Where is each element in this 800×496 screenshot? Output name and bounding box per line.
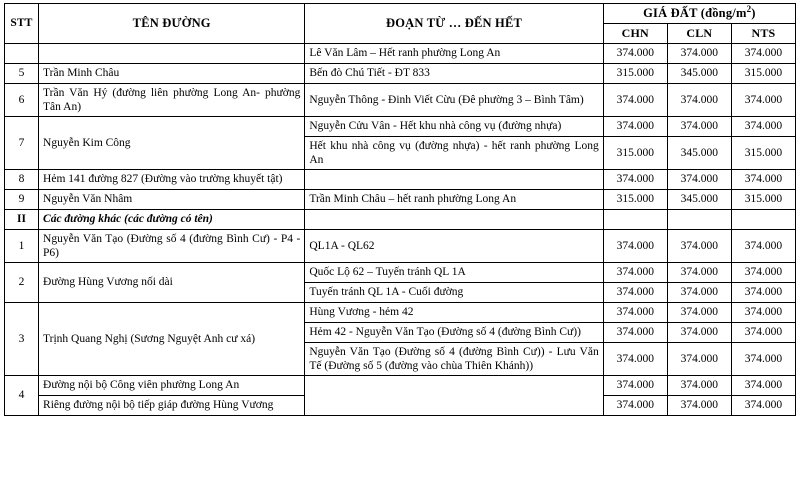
cell-price-chn: 374.000	[603, 229, 667, 262]
table-row	[5, 116, 796, 136]
cell-price-chn: 374.000	[603, 322, 667, 342]
cell-segment: Tuyến tránh QL 1A - Cuối đường	[305, 282, 603, 302]
table-row	[5, 209, 796, 229]
cell-price-nts: 374.000	[731, 262, 795, 282]
cell-price-chn: 374.000	[603, 282, 667, 302]
column-header-chn: CHN	[603, 24, 667, 44]
cell-price-cln: 374.000	[667, 83, 731, 116]
table-body	[5, 43, 796, 415]
cell-street-name: Trịnh Quang Nghị (Sương Nguyệt Anh cư xá)	[39, 302, 305, 375]
table-row	[5, 63, 796, 83]
cell-segment: Trần Minh Châu – hết ranh phường Long An	[305, 189, 603, 209]
cell-price-nts: 315.000	[731, 189, 795, 209]
cell-stt: 2	[5, 262, 39, 302]
cell-stt: 5	[5, 63, 39, 83]
table-row	[5, 83, 796, 116]
table-row	[5, 189, 796, 209]
cell-price-cln: 374.000	[667, 262, 731, 282]
cell-segment: Nguyễn Cửu Vân - Hết khu nhà công vụ (đường nhựa)	[305, 116, 603, 136]
cell-price-chn: 374.000	[603, 376, 667, 396]
land-price-table	[4, 3, 796, 416]
cell-price-cln	[667, 209, 731, 229]
cell-stt: 9	[5, 189, 39, 209]
price-group-superscript: 2	[746, 3, 752, 14]
cell-price-nts: 374.000	[731, 396, 795, 416]
cell-price-nts: 374.000	[731, 302, 795, 322]
cell-price-cln: 374.000	[667, 376, 731, 396]
price-group-label-tail: )	[751, 6, 756, 20]
column-header-nts: NTS	[731, 24, 795, 44]
cell-price-nts: 374.000	[731, 43, 795, 63]
cell-segment: Lê Văn Lâm – Hết ranh phường Long An	[305, 43, 603, 63]
cell-price-chn: 374.000	[603, 43, 667, 63]
cell-price-cln: 345.000	[667, 136, 731, 169]
cell-price-cln: 374.000	[667, 116, 731, 136]
cell-street-name: Nguyễn Văn Nhâm	[39, 189, 305, 209]
table-row	[5, 376, 796, 396]
cell-price-cln: 374.000	[667, 282, 731, 302]
cell-price-cln: 374.000	[667, 322, 731, 342]
cell-price-chn: 374.000	[603, 262, 667, 282]
table-row	[5, 43, 796, 63]
cell-segment: Bến đò Chú Tiết - ĐT 833	[305, 63, 603, 83]
cell-section-title: Các đường khác (các đường có tên)	[39, 209, 305, 229]
cell-stt: 7	[5, 116, 39, 169]
cell-price-chn: 374.000	[603, 302, 667, 322]
cell-price-chn: 374.000	[603, 169, 667, 189]
price-group-label-main: GIÁ ĐẤT (đồng/m	[643, 6, 747, 20]
cell-street-name: Trần Minh Châu	[39, 63, 305, 83]
cell-stt: 4	[5, 376, 39, 416]
cell-segment: Hết khu nhà công vụ (đường nhựa) - hết ranh phường Long An	[305, 136, 603, 169]
cell-price-cln: 345.000	[667, 63, 731, 83]
cell-price-nts: 374.000	[731, 376, 795, 396]
cell-street-name: Nguyễn Kim Công	[39, 116, 305, 169]
cell-price-cln: 374.000	[667, 342, 731, 375]
cell-segment	[305, 209, 603, 229]
cell-stt	[5, 43, 39, 63]
table-row	[5, 169, 796, 189]
cell-street-name: Trần Văn Hý (đường liên phường Long An- phường Tân An)	[39, 83, 305, 116]
cell-stt: II	[5, 209, 39, 229]
column-header-street-name: TÊN ĐƯỜNG	[39, 4, 305, 44]
cell-segment: Nguyễn Văn Tạo (Đường số 4 (đường Bình Cư)) - Lưu Văn Tế (Đường số 5 (đường vào chùa Thiên Khánh))	[305, 342, 603, 375]
table-header	[5, 4, 796, 44]
cell-street-name: Hẻm 141 đường 827 (Đường vào trường khuyết tật)	[39, 169, 305, 189]
cell-price-chn: 315.000	[603, 189, 667, 209]
cell-stt: 8	[5, 169, 39, 189]
cell-price-chn: 315.000	[603, 63, 667, 83]
cell-price-chn	[603, 209, 667, 229]
table-header-row-main	[5, 4, 796, 24]
cell-price-nts: 374.000	[731, 229, 795, 262]
column-header-land-price-group	[603, 4, 795, 24]
column-header-segment: ĐOẠN TỪ … ĐẾN HẾT	[305, 4, 603, 44]
cell-segment: QL1A - QL62	[305, 229, 603, 262]
column-header-stt: STT	[5, 4, 39, 44]
cell-price-chn: 374.000	[603, 342, 667, 375]
cell-price-cln: 374.000	[667, 229, 731, 262]
cell-price-cln: 374.000	[667, 302, 731, 322]
cell-street-name: Đường nội bộ Công viên phường Long An	[39, 376, 305, 396]
cell-segment: Hùng Vương - hẻm 42	[305, 302, 603, 322]
cell-street-name: Đường Hùng Vương nối dài	[39, 262, 305, 302]
cell-price-nts: 374.000	[731, 169, 795, 189]
cell-segment: Hẻm 42 - Nguyễn Văn Tạo (Đường số 4 (đường Bình Cư))	[305, 322, 603, 342]
cell-price-nts	[731, 209, 795, 229]
cell-price-cln: 374.000	[667, 43, 731, 63]
cell-price-chn: 374.000	[603, 396, 667, 416]
cell-street-name	[39, 43, 305, 63]
cell-street-name: Riêng đường nội bộ tiếp giáp đường Hùng Vương	[39, 396, 305, 416]
cell-stt: 1	[5, 229, 39, 262]
cell-price-nts: 374.000	[731, 116, 795, 136]
cell-price-nts: 374.000	[731, 342, 795, 375]
table-row	[5, 302, 796, 322]
cell-segment	[305, 376, 603, 416]
cell-price-cln: 345.000	[667, 189, 731, 209]
cell-stt: 6	[5, 83, 39, 116]
cell-price-nts: 374.000	[731, 322, 795, 342]
cell-price-nts: 315.000	[731, 63, 795, 83]
cell-segment	[305, 169, 603, 189]
cell-price-nts: 374.000	[731, 282, 795, 302]
cell-price-nts: 315.000	[731, 136, 795, 169]
cell-price-nts: 374.000	[731, 83, 795, 116]
column-header-cln: CLN	[667, 24, 731, 44]
cell-price-chn: 374.000	[603, 83, 667, 116]
cell-price-chn: 374.000	[603, 116, 667, 136]
cell-price-cln: 374.000	[667, 396, 731, 416]
table-row	[5, 262, 796, 282]
cell-price-chn: 315.000	[603, 136, 667, 169]
cell-segment: Quốc Lộ 62 – Tuyến tránh QL 1A	[305, 262, 603, 282]
cell-stt: 3	[5, 302, 39, 375]
cell-street-name: Nguyễn Văn Tạo (Đường số 4 (đường Bình Cư) - P4 - P6)	[39, 229, 305, 262]
cell-price-cln: 374.000	[667, 169, 731, 189]
table-row	[5, 229, 796, 262]
cell-segment: Nguyễn Thông - Đinh Viết Cừu (Đê phường 3 – Bình Tâm)	[305, 83, 603, 116]
